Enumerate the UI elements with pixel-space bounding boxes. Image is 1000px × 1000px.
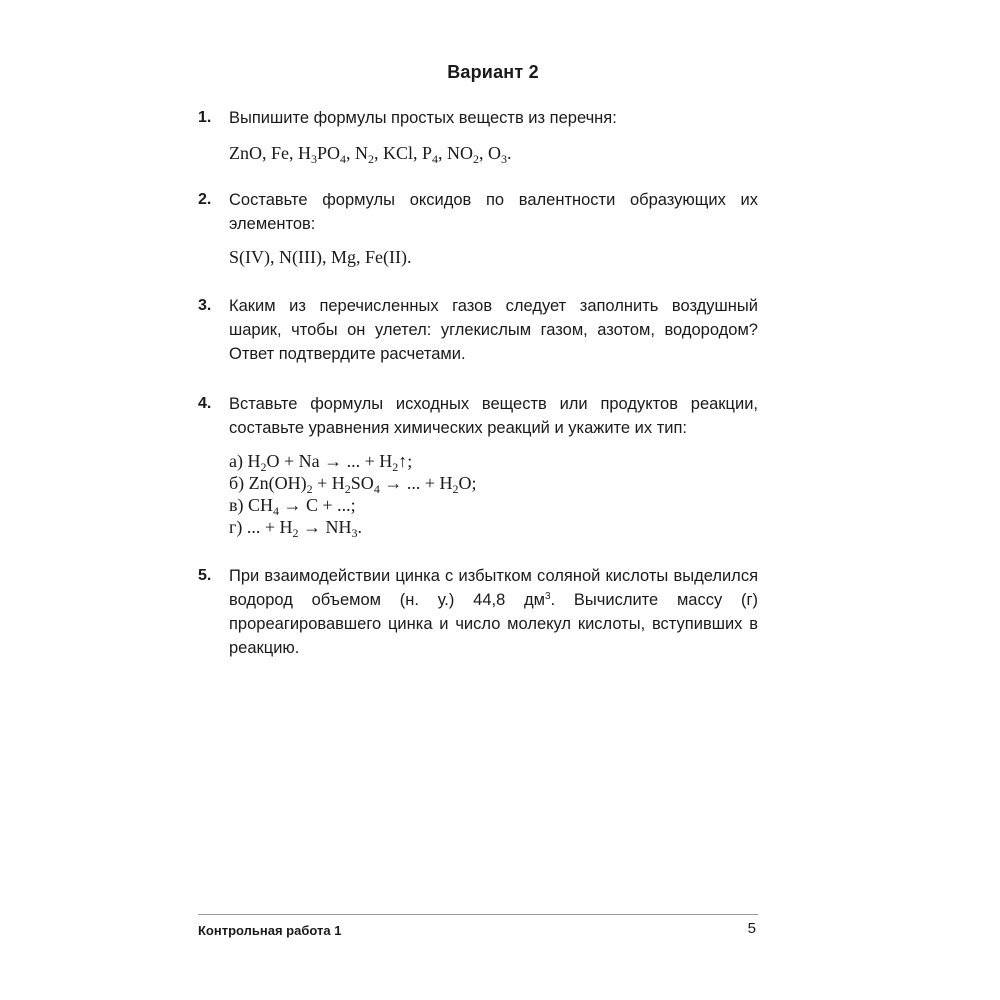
- task-number: 5.: [198, 567, 212, 584]
- task-number: 1.: [198, 109, 212, 126]
- task-text: При взаимодействии цинка с избытком соляной кислоты выделился водород объемом (н. у.) 44,8 $дм^3$. Вычислите массу (г) прореагировавшего цинка и число молекул кислоты, вступивших в реакцию.: [229, 567, 758, 657]
- task-number: 3.: [198, 297, 212, 314]
- task-text: Составьте формулы оксидов по валентности образующих их элементов:: [229, 191, 758, 233]
- task-4: [198, 392, 758, 538]
- footer-divider: [198, 914, 758, 915]
- reaction-item: а) $H_2O + Na$ → ... + $H_2↑$;: [229, 451, 413, 474]
- footer-section-title: Контрольная работа 1: [198, 923, 342, 938]
- task-number: 2.: [198, 191, 212, 208]
- variant-title: Вариант 2: [447, 62, 539, 82]
- task-text: Каким из перечисленных газов следует заполнить воздушный шарик, чтобы он улетел: углекислым газом, азотом, водородом? Ответ подтвердите расчетами.: [229, 297, 758, 363]
- reaction-item: в) $CH_4 \to C$ + ...;: [229, 495, 356, 518]
- task-3: [198, 294, 758, 366]
- reaction-item: г) ... + $H_2 \to NH_3$.: [229, 517, 363, 540]
- task-5: [198, 564, 758, 660]
- reaction-item: б) $Zn(OH)_2 + H_2SO_4$ → ... + $H_2O$;: [229, 473, 477, 496]
- task-formula: ZnO, Fe, $H_3PO_4$, $N_2$, KCl, $P_4$, $NO_2$, $O_3$.: [229, 143, 512, 166]
- reaction-list: [229, 450, 758, 538]
- task-1: [198, 106, 758, 164]
- task-formula: S(IV), N(III), Mg, Fe(II).: [229, 247, 412, 267]
- task-text: Выпишите формулы простых веществ из перечня:: [229, 109, 617, 127]
- page-number: 5: [747, 920, 756, 937]
- task-2: [198, 188, 758, 268]
- task-number: 4.: [198, 395, 212, 412]
- task-text: Вставьте формулы исходных веществ или продуктов реакции, составьте уравнения химических реакций и укажите их тип:: [229, 395, 758, 437]
